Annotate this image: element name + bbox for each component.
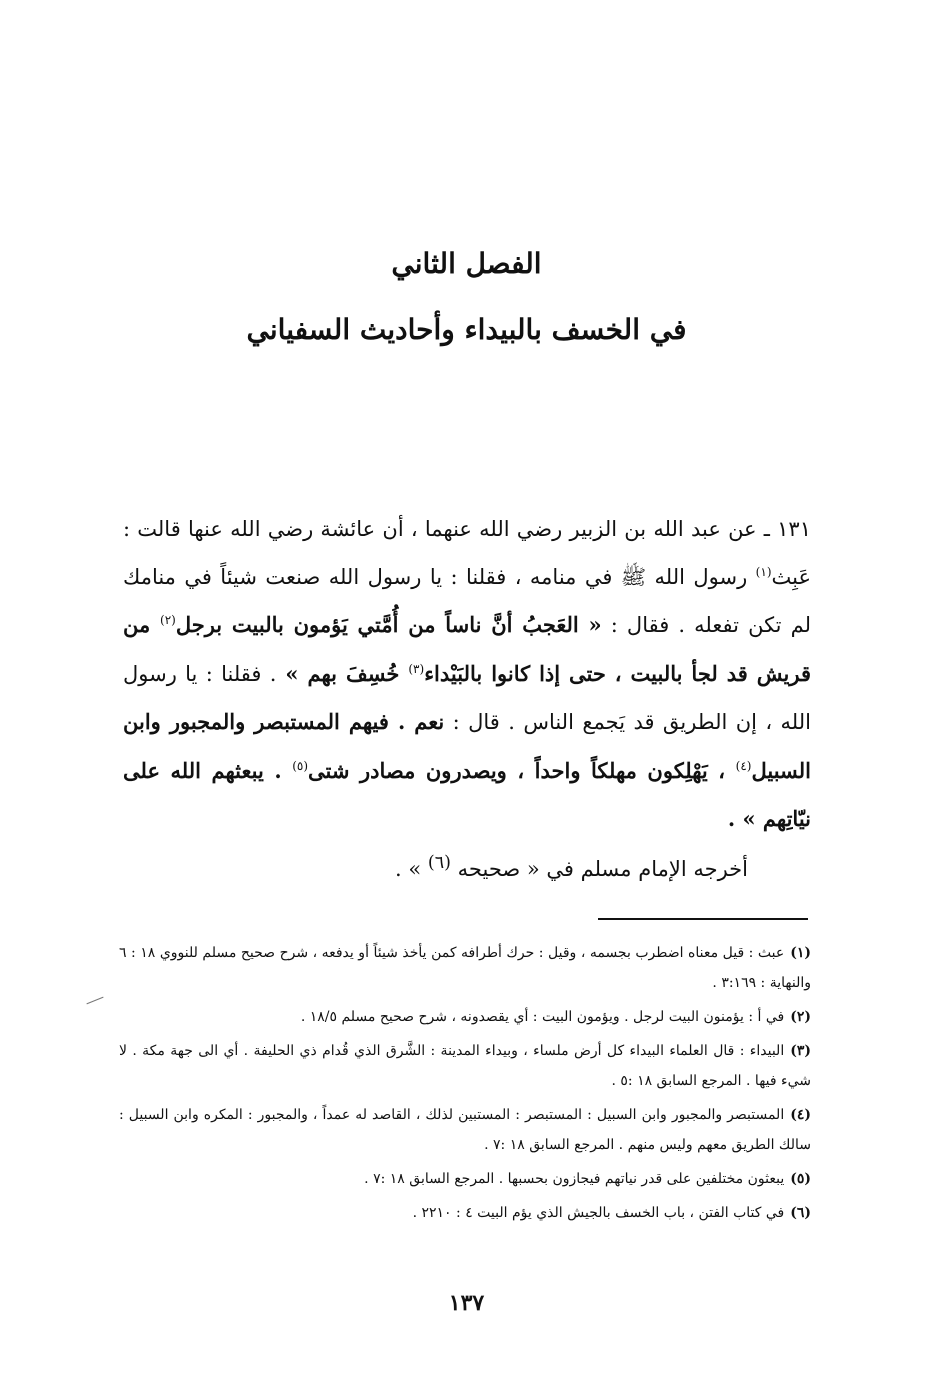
footnote-text: عبث : قيل معناه اضطرب بجسمه ، وقيل : حرك أطرافه كمن يأخذ شيئاً أو يدفعه ، شرح صحيح مسلم للنووي ١٨ : ٦ والنهاية : ٣:١٦٩ .	[119, 945, 811, 991]
footnote-item	[119, 1164, 811, 1194]
hadith-prophet-words-4: نعم . فيهم المستبصر والمجبور وابن السبيل	[123, 709, 811, 783]
hadith-paragraph	[123, 506, 811, 844]
chapter-title: الفصل الثاني	[391, 247, 542, 280]
hadith-prophet-words-2: من قريش قد لجأ بالبيت ، حتى إذا كانوا بالبَيْداء	[123, 612, 811, 686]
margin-pen-mark	[86, 997, 103, 1005]
footnote-item	[119, 1198, 811, 1228]
hadith-prophet-words-1: « العَجبُ أنَّ ناساً من أُمَّتي يَؤمون بالبيت برجل	[175, 612, 602, 637]
hadith-prophet-words-3: خُسِفَ بهم »	[276, 660, 409, 686]
page-number: ١٣٧	[448, 1290, 485, 1316]
footnote-number: (٦)	[790, 1205, 811, 1221]
footnotes-list	[119, 938, 811, 1232]
footnote-text: المستبصر والمجبور وابن السبيل : المستبصر : المستبين لذلك ، القاصد له عمداً ، والمجبور : المكره وابن السبيل : سالك الطريق معهم وليس منهم . المرجع السابق ١٨ :٧ .	[119, 1107, 811, 1153]
source-end: » .	[395, 857, 428, 881]
chapter-subtitle: في الخسف بالبيداء وأحاديث السفياني	[246, 313, 687, 346]
hadith-source	[188, 843, 748, 889]
hadith-text-3: . فقلنا : يا رسول الله ، إن الطريق قد يَجمع الناس . قال :	[123, 661, 811, 734]
footnote-ref-3: (٣)	[408, 661, 425, 676]
footnote-separator	[598, 918, 808, 920]
footnote-item	[119, 938, 811, 998]
footnote-item	[119, 1002, 811, 1032]
footnote-number: (٥)	[790, 1171, 811, 1187]
hadith-prophet-words-6: . يبعثهم الله على نيّاتِهم » .	[123, 757, 811, 831]
footnote-ref-2: (٢)	[160, 613, 176, 627]
footnote-item	[119, 1036, 811, 1096]
footnote-ref-4: (٤)	[735, 758, 752, 773]
footnote-text: يبعثون مختلفين على قدر نياتهم فيجازون بحسبها . المرجع السابق ١٨ :٧ .	[364, 1171, 785, 1187]
footnote-ref-6: (٦)	[427, 853, 451, 873]
hadith-text-2: رسول الله ﷺ في منامه ، فقلنا : يا رسول الله صنعت شيئاً في منامك لم تكن تفعله . فقال :	[123, 564, 812, 637]
footnote-number: (٢)	[790, 1009, 811, 1025]
footnote-item	[119, 1100, 811, 1160]
footnote-number: (١)	[790, 945, 811, 961]
footnote-text: البيداء : قال العلماء البيداء كل أرض ملساء ، وبيداء المدينة : الشَّرق الذي قُدام ذي الحليفة . أي الى جهة مكة . لا شيء فيها . المرجع السابق ١٨ :٥ .	[119, 1043, 811, 1089]
footnote-text: في كتاب الفتن ، باب الخسف بالجيش الذي يؤم البيت ٤ : ٢٢١٠ .	[412, 1205, 785, 1221]
footnote-number: (٣)	[790, 1043, 811, 1059]
footnote-text: في أ : يؤمنون البيت لرجل . ويؤمون البيت : أي يقصدونه ، شرح صحيح مسلم ١٨/٥ .	[300, 1009, 785, 1025]
source-text: أخرجه الإمام مسلم في « صحيحه	[457, 857, 748, 881]
footnote-number: (٤)	[790, 1107, 811, 1123]
footnote-ref-1: (١)	[755, 564, 772, 579]
footnote-ref-5: (٥)	[292, 758, 309, 773]
hadith-prophet-words-5: ، يَهْلِكون مهلكاً واحداً ، ويصدرون مصادر شتى	[308, 757, 736, 783]
hadith-text-1: ١٣١ ـ عن عبد الله بن الزبير رضي الله عنهما ، أن عائشة رضي الله عنها قالت : عَبِث	[123, 517, 811, 589]
